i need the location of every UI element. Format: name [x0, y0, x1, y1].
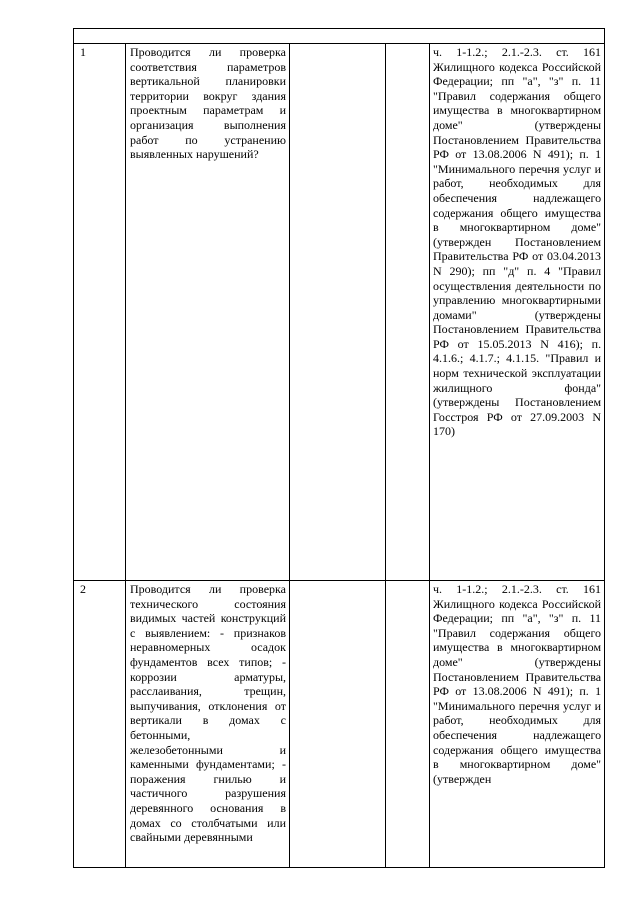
answer-cell — [290, 581, 386, 868]
question-text: Проводится ли проверка технического состояния видимых частей конструкций с выявлением: - признаков неравномерных осадок фундаментов всех типов; - коррозии арматуры, расслаивания, трещин, выпучивания, отклонения от вертикали в домах с бетонными, железобетонными и каменными фундаментами; - поражения гнилью и частичного разрушения деревянного основания в домах со столбчатыми или свайными деревянными — [130, 582, 286, 845]
legal-references: ч. 1-1.2.; 2.1.-2.3. ст. 161 Жилищного кодекса Российской Федерации; пп "а", "з" п. 11 "Правил содержания общего имущества в многоквартирном доме" (утверждены Постановлением Правительства РФ от 13.08.2006 N 491); п. 1 "Минимального перечня услуг и работ, необходимых для обеспечения надлежащего содержания общего имущества в многоквартирном доме" (утвержден — [433, 582, 602, 786]
table-row — [74, 44, 605, 581]
table-row — [74, 581, 605, 868]
legal-references: ч. 1-1.2.; 2.1.-2.3. ст. 161 Жилищного кодекса Российской Федерации; пп "а", "з" п. 11 "Правил содержания общего имущества в многоквартирном доме" (утверждены Постановлением Правительства РФ от 13.08.2006 N 491); п. 1 "Минимального перечня услуг и работ, необходимых для обеспечения надлежащего содержания общего имущества в многоквартирном доме" (утвержден Постановлением Правительства РФ от 03.04.2013 N 290); пп "д" п. 4 "Правил осуществления деятельности по управлению многоквартирными домами" (утверждены Постановлением Правительства РФ от 15.05.2013 N 416); п. 4.1.6.; 4.1.7.; 4.1.15. "Правил и норм технической эксплуатации жилищного фонда" (утверждены Постановлением Госстроя РФ от 27.09.2003 N 170) — [430, 44, 605, 581]
row-number: 2 — [74, 581, 126, 868]
note-cell — [386, 44, 430, 581]
header-cell — [74, 29, 605, 44]
legal-references-cell — [430, 581, 605, 868]
question-cell — [126, 581, 290, 868]
question-text: Проводится ли проверка соответствия параметров вертикальной планировки территории вокруг здания проектным параметрам и организация выполнения работ по устранению выявленных нарушений? — [126, 44, 290, 581]
table-header-row — [74, 29, 605, 44]
row-number: 1 — [74, 44, 126, 581]
answer-cell — [290, 44, 386, 581]
checklist-table — [73, 28, 605, 868]
note-cell — [386, 581, 430, 868]
